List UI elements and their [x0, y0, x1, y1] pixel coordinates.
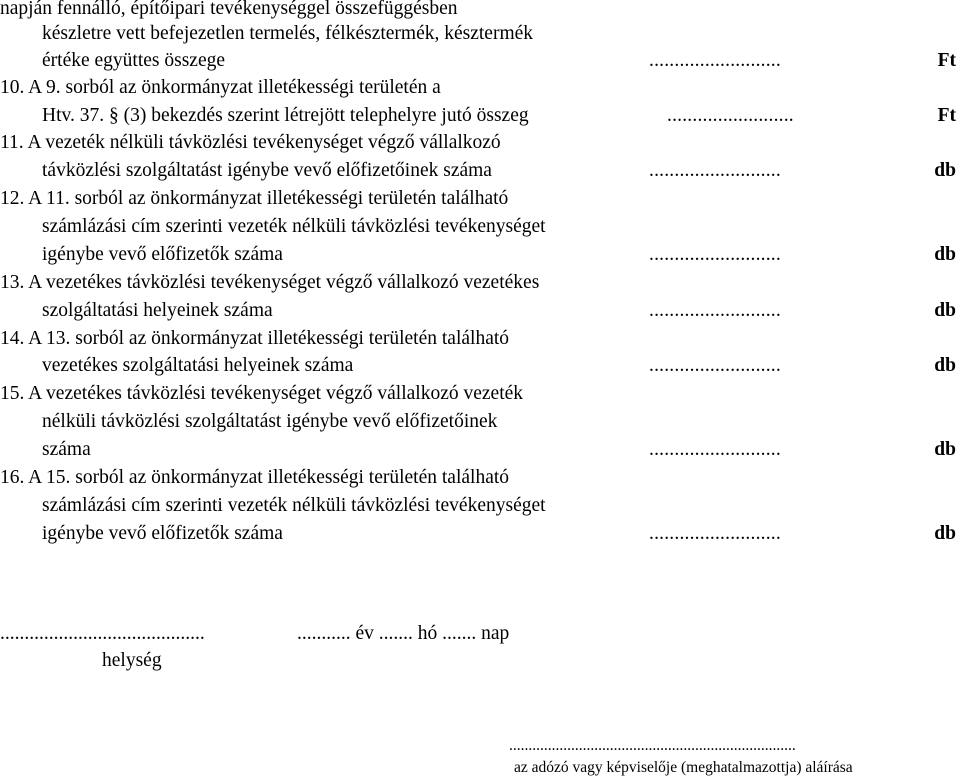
item-13-text: 13. A vezetékes távközlési tevékenységet végző vállalkozó vezetékes — [0, 272, 540, 293]
unit-db: db — [934, 244, 956, 265]
leader-dots: .......................... — [649, 355, 781, 376]
unit-ft: Ft — [937, 50, 956, 71]
item-14-text: 14. A 13. sorból az önkormányzat illetékességi területén található — [0, 328, 510, 349]
item-16-text: igénybe vevő előfizetők száma — [42, 523, 283, 544]
item-16-text: számlázási cím szerinti vezeték nélküli távközlési tevékenységet — [42, 495, 546, 516]
item-15-text: nélküli távközlési szolgáltatást igénybe vevő előfizetőinek — [42, 411, 498, 432]
leader-dots: .......................... — [649, 300, 781, 321]
item-11-text: 11. A vezeték nélküli távközlési tevékenységet végző vállalkozó — [0, 132, 501, 153]
item-continuation-line: napján fennálló, építőipari tevékenységgel összefüggésben — [0, 0, 458, 19]
place-field[interactable]: .......................................... — [0, 623, 205, 644]
unit-db: db — [934, 160, 956, 181]
date-field[interactable]: ........... év ....... hó ....... nap — [297, 623, 510, 644]
unit-db: db — [934, 355, 956, 376]
item-continuation-line: készletre vett befejezetlen termelés, félkésztermék, késztermék — [42, 23, 534, 44]
leader-dots: .......................... — [649, 160, 781, 181]
item-14-text: vezetékes szolgáltatási helyeinek száma — [42, 355, 354, 376]
item-11-text: távközlési szolgáltatást igénybe vevő előfizetőinek száma — [42, 160, 492, 181]
item-15-text: 15. A vezetékes távközlési tevékenységet végző vállalkozó vezeték — [0, 383, 524, 404]
unit-db: db — [934, 439, 956, 460]
item-12-text: igénybe vevő előfizetők száma — [42, 244, 283, 265]
leader-dots: ......................... — [667, 105, 794, 126]
leader-dots: .......................... — [649, 439, 781, 460]
item-12-text: számlázási cím szerinti vezeték nélküli távközlési tevékenységet — [42, 216, 546, 237]
unit-ft: Ft — [937, 105, 956, 126]
leader-dots: .......................... — [649, 523, 781, 544]
signature-label: az adózó vagy képviselője (meghatalmazottja) aláírása — [514, 759, 853, 776]
item-15-text: száma — [42, 439, 91, 460]
leader-dots: .......................... — [649, 244, 781, 265]
item-continuation-line: értéke együttes összege — [42, 50, 226, 71]
item-10-text: Htv. 37. § (3) bekezdés szerint létrejött telephelyre jutó összeg — [42, 105, 529, 126]
signature-field[interactable]: .......................................................................... — [509, 737, 796, 754]
unit-db: db — [934, 523, 956, 544]
item-16-text: 16. A 15. sorból az önkormányzat illetékességi területén található — [0, 467, 510, 488]
item-10-text: 10. A 9. sorból az önkormányzat illetékességi területén a — [0, 77, 441, 98]
place-label: helység — [102, 650, 162, 671]
unit-db: db — [934, 300, 956, 321]
leader-dots: .......................... — [649, 50, 781, 71]
item-13-text: szolgáltatási helyeinek száma — [42, 300, 273, 321]
item-12-text: 12. A 11. sorból az önkormányzat illetékességi területén található — [0, 188, 509, 209]
